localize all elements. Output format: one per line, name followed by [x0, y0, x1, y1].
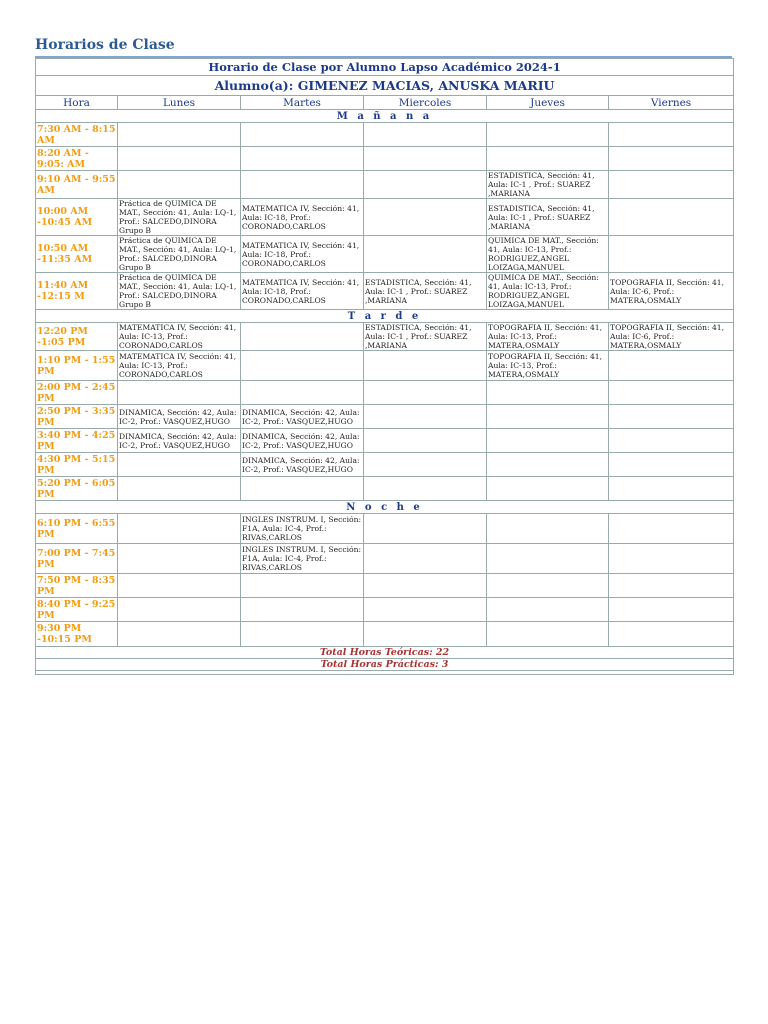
class-cell [609, 236, 734, 273]
class-cell: ESTADISTICA, Sección: 41, Aula: IC-1 , Prof.: SUAREZ ,MARIANA [487, 199, 609, 236]
class-cell [241, 147, 364, 171]
table-row [36, 123, 734, 147]
class-cell [118, 544, 241, 574]
table-row [36, 147, 734, 171]
class-cell [241, 323, 364, 351]
class-cell [364, 477, 487, 501]
time-slot: 8:20 AM - 9:05: AM [36, 147, 118, 171]
class-cell [487, 477, 609, 501]
class-cell [241, 574, 364, 598]
time-slot: 2:00 PM - 2:45 PM [36, 381, 118, 405]
time-slot: 1:10 PM - 1:55 PM [36, 351, 118, 381]
column-header-hora: Hora [36, 96, 118, 110]
class-cell [609, 351, 734, 381]
class-cell [487, 453, 609, 477]
class-cell [609, 598, 734, 622]
class-cell [609, 381, 734, 405]
time-slot: 5:20 PM - 6:05 PM [36, 477, 118, 501]
class-cell [364, 199, 487, 236]
table-row [36, 199, 734, 236]
table-row [36, 574, 734, 598]
column-header-lunes: Lunes [118, 96, 241, 110]
class-cell [487, 381, 609, 405]
time-slot: 4:30 PM - 5:15 PM [36, 453, 118, 477]
class-cell: DINAMICA, Sección: 42, Aula: IC-2, Prof.: VASQUEZ,HUGO [241, 453, 364, 477]
class-cell: Práctica de QUIMICA DE MAT., Sección: 41, Aula: LQ-1, Prof.: SALCEDO,DINORA Grupo B [118, 199, 241, 236]
time-slot: 9:10 AM - 9:55 AM [36, 171, 118, 199]
class-cell [609, 199, 734, 236]
time-slot: 7:50 PM - 8:35 PM [36, 574, 118, 598]
class-cell: TOPOGRAFIA II, Sección: 41, Aula: IC-6, Prof.: MATERA,OSMALY [609, 323, 734, 351]
class-cell [241, 598, 364, 622]
class-cell [487, 405, 609, 429]
class-cell: Práctica de QUIMICA DE MAT., Sección: 41, Aula: LQ-1, Prof.: SALCEDO,DINORA Grupo B [118, 236, 241, 273]
table-row [36, 351, 734, 381]
class-cell [609, 123, 734, 147]
class-cell: TOPOGRAFIA II, Sección: 41, Aula: IC-6, Prof.: MATERA,OSMALY [609, 273, 734, 310]
class-cell [487, 123, 609, 147]
time-slot: 12:20 PM -1:05 PM [36, 323, 118, 351]
class-cell [609, 514, 734, 544]
time-slot: 11:40 AM -12:15 M [36, 273, 118, 310]
class-cell: ESTADISTICA, Sección: 41, Aula: IC-1 , Prof.: SUAREZ ,MARIANA [364, 273, 487, 310]
table-row [36, 429, 734, 453]
class-cell: MATEMATICA IV, Sección: 41, Aula: IC-18, Prof.: CORONADO,CARLOS [241, 236, 364, 273]
class-cell [364, 405, 487, 429]
class-cell [364, 381, 487, 405]
schedule-title: Horario de Clase por Alumno Lapso Académico 2024-1 [36, 59, 734, 76]
class-cell: MATEMATICA IV, Sección: 41, Aula: IC-13, Prof.: CORONADO,CARLOS [118, 351, 241, 381]
class-cell [364, 351, 487, 381]
class-cell [364, 574, 487, 598]
class-cell: QUIMICA DE MAT., Sección: 41, Aula: IC-13, Prof.: RODRIGUEZ,ANGEL LOIZAGA,MANUEL [487, 273, 609, 310]
table-row [36, 273, 734, 310]
table-row [36, 381, 734, 405]
class-cell [118, 147, 241, 171]
table-row [36, 477, 734, 501]
table-footer-divider [36, 671, 734, 675]
class-cell [241, 351, 364, 381]
class-cell: INGLES INSTRUM. I, Sección: F1A, Aula: IC-4, Prof.: RIVAS,CARLOS [241, 514, 364, 544]
column-header-martes: Martes [241, 96, 364, 110]
class-cell [609, 477, 734, 501]
class-cell [487, 147, 609, 171]
table-row [36, 171, 734, 199]
column-header-jueves: Jueves [487, 96, 609, 110]
table-row [36, 598, 734, 622]
class-cell: QUIMICA DE MAT., Sección: 41, Aula: IC-13, Prof.: RODRIGUEZ,ANGEL LOIZAGA,MANUEL [487, 236, 609, 273]
class-cell [364, 236, 487, 273]
table-row [36, 405, 734, 429]
table-row [36, 323, 734, 351]
class-cell [241, 477, 364, 501]
class-cell [364, 453, 487, 477]
student-name: Alumno(a): GIMENEZ MACIAS, ANUSKA MARIU [36, 76, 734, 96]
class-cell [609, 574, 734, 598]
class-cell [118, 381, 241, 405]
class-cell [609, 622, 734, 647]
table-row [36, 514, 734, 544]
class-cell [241, 381, 364, 405]
table-row [36, 236, 734, 273]
class-cell: TOPOGRAFIA II, Sección: 41, Aula: IC-13, Prof.: MATERA,OSMALY [487, 323, 609, 351]
section-header: M a ñ a n a [36, 110, 734, 123]
time-slot: 3:40 PM - 4:25 PM [36, 429, 118, 453]
section-header: T a r d e [36, 310, 734, 323]
class-cell: MATEMATICA IV, Sección: 41, Aula: IC-18, Prof.: CORONADO,CARLOS [241, 273, 364, 310]
class-cell [118, 171, 241, 199]
time-slot: 8:40 PM - 9:25 PM [36, 598, 118, 622]
time-slot: 7:00 PM - 7:45 PM [36, 544, 118, 574]
class-cell: TOPOGRAFIA II, Sección: 41, Aula: IC-13, Prof.: MATERA,OSMALY [487, 351, 609, 381]
total-teoricas: Total Horas Teóricas: 22 [36, 647, 734, 659]
class-cell: DINAMICA, Sección: 42, Aula: IC-2, Prof.: VASQUEZ,HUGO [118, 405, 241, 429]
time-slot: 2:50 PM - 3:35 PM [36, 405, 118, 429]
schedule-table [35, 58, 734, 675]
class-cell [487, 544, 609, 574]
time-slot: 10:00 AM -10:45 AM [36, 199, 118, 236]
class-cell: DINAMICA, Sección: 42, Aula: IC-2, Prof.: VASQUEZ,HUGO [118, 429, 241, 453]
table-row [36, 453, 734, 477]
total-practicas: Total Horas Prácticas: 3 [36, 659, 734, 671]
class-cell: ESTADISTICA, Sección: 41, Aula: IC-1 , Prof.: SUAREZ ,MARIANA [364, 323, 487, 351]
class-cell [609, 147, 734, 171]
class-cell [118, 123, 241, 147]
class-cell [487, 622, 609, 647]
time-slot: 7:30 AM - 8:15 AM [36, 123, 118, 147]
class-cell [364, 429, 487, 453]
class-cell [364, 514, 487, 544]
class-cell [118, 514, 241, 544]
time-slot: 10:50 AM -11:35 AM [36, 236, 118, 273]
class-cell [487, 598, 609, 622]
class-cell [118, 453, 241, 477]
class-cell [487, 429, 609, 453]
class-cell: MATEMATICA IV, Sección: 41, Aula: IC-18, Prof.: CORONADO,CARLOS [241, 199, 364, 236]
class-cell [487, 574, 609, 598]
time-slot: 9:30 PM -10:15 PM [36, 622, 118, 647]
class-cell [364, 171, 487, 199]
class-cell: MATEMATICA IV, Sección: 41, Aula: IC-13, Prof.: CORONADO,CARLOS [118, 323, 241, 351]
page-title: Horarios de Clase [35, 37, 175, 53]
class-cell [364, 147, 487, 171]
class-cell [609, 429, 734, 453]
class-cell [118, 598, 241, 622]
class-cell [241, 171, 364, 199]
class-cell [118, 574, 241, 598]
class-cell [364, 544, 487, 574]
class-cell [609, 544, 734, 574]
class-cell: INGLES INSTRUM. I, Sección: F1A, Aula: IC-4, Prof.: RIVAS,CARLOS [241, 544, 364, 574]
column-header-miercoles: Miercoles [364, 96, 487, 110]
class-cell [364, 622, 487, 647]
class-cell: ESTADISTICA, Sección: 41, Aula: IC-1 , Prof.: SUAREZ ,MARIANA [487, 171, 609, 199]
class-cell [241, 622, 364, 647]
class-cell [609, 171, 734, 199]
class-cell [364, 598, 487, 622]
table-row [36, 622, 734, 647]
table-row [36, 544, 734, 574]
class-cell [609, 453, 734, 477]
section-header: N o c h e [36, 501, 734, 514]
class-cell [609, 405, 734, 429]
class-cell [241, 123, 364, 147]
class-cell: DINAMICA, Sección: 42, Aula: IC-2, Prof.: VASQUEZ,HUGO [241, 405, 364, 429]
class-cell: Práctica de QUIMICA DE MAT., Sección: 41, Aula: LQ-1, Prof.: SALCEDO,DINORA Grupo B [118, 273, 241, 310]
class-cell [364, 123, 487, 147]
column-header-viernes: Viernes [609, 96, 734, 110]
class-cell: DINAMICA, Sección: 42, Aula: IC-2, Prof.: VASQUEZ,HUGO [241, 429, 364, 453]
time-slot: 6:10 PM - 6:55 PM [36, 514, 118, 544]
class-cell [118, 622, 241, 647]
class-cell [487, 514, 609, 544]
class-cell [118, 477, 241, 501]
